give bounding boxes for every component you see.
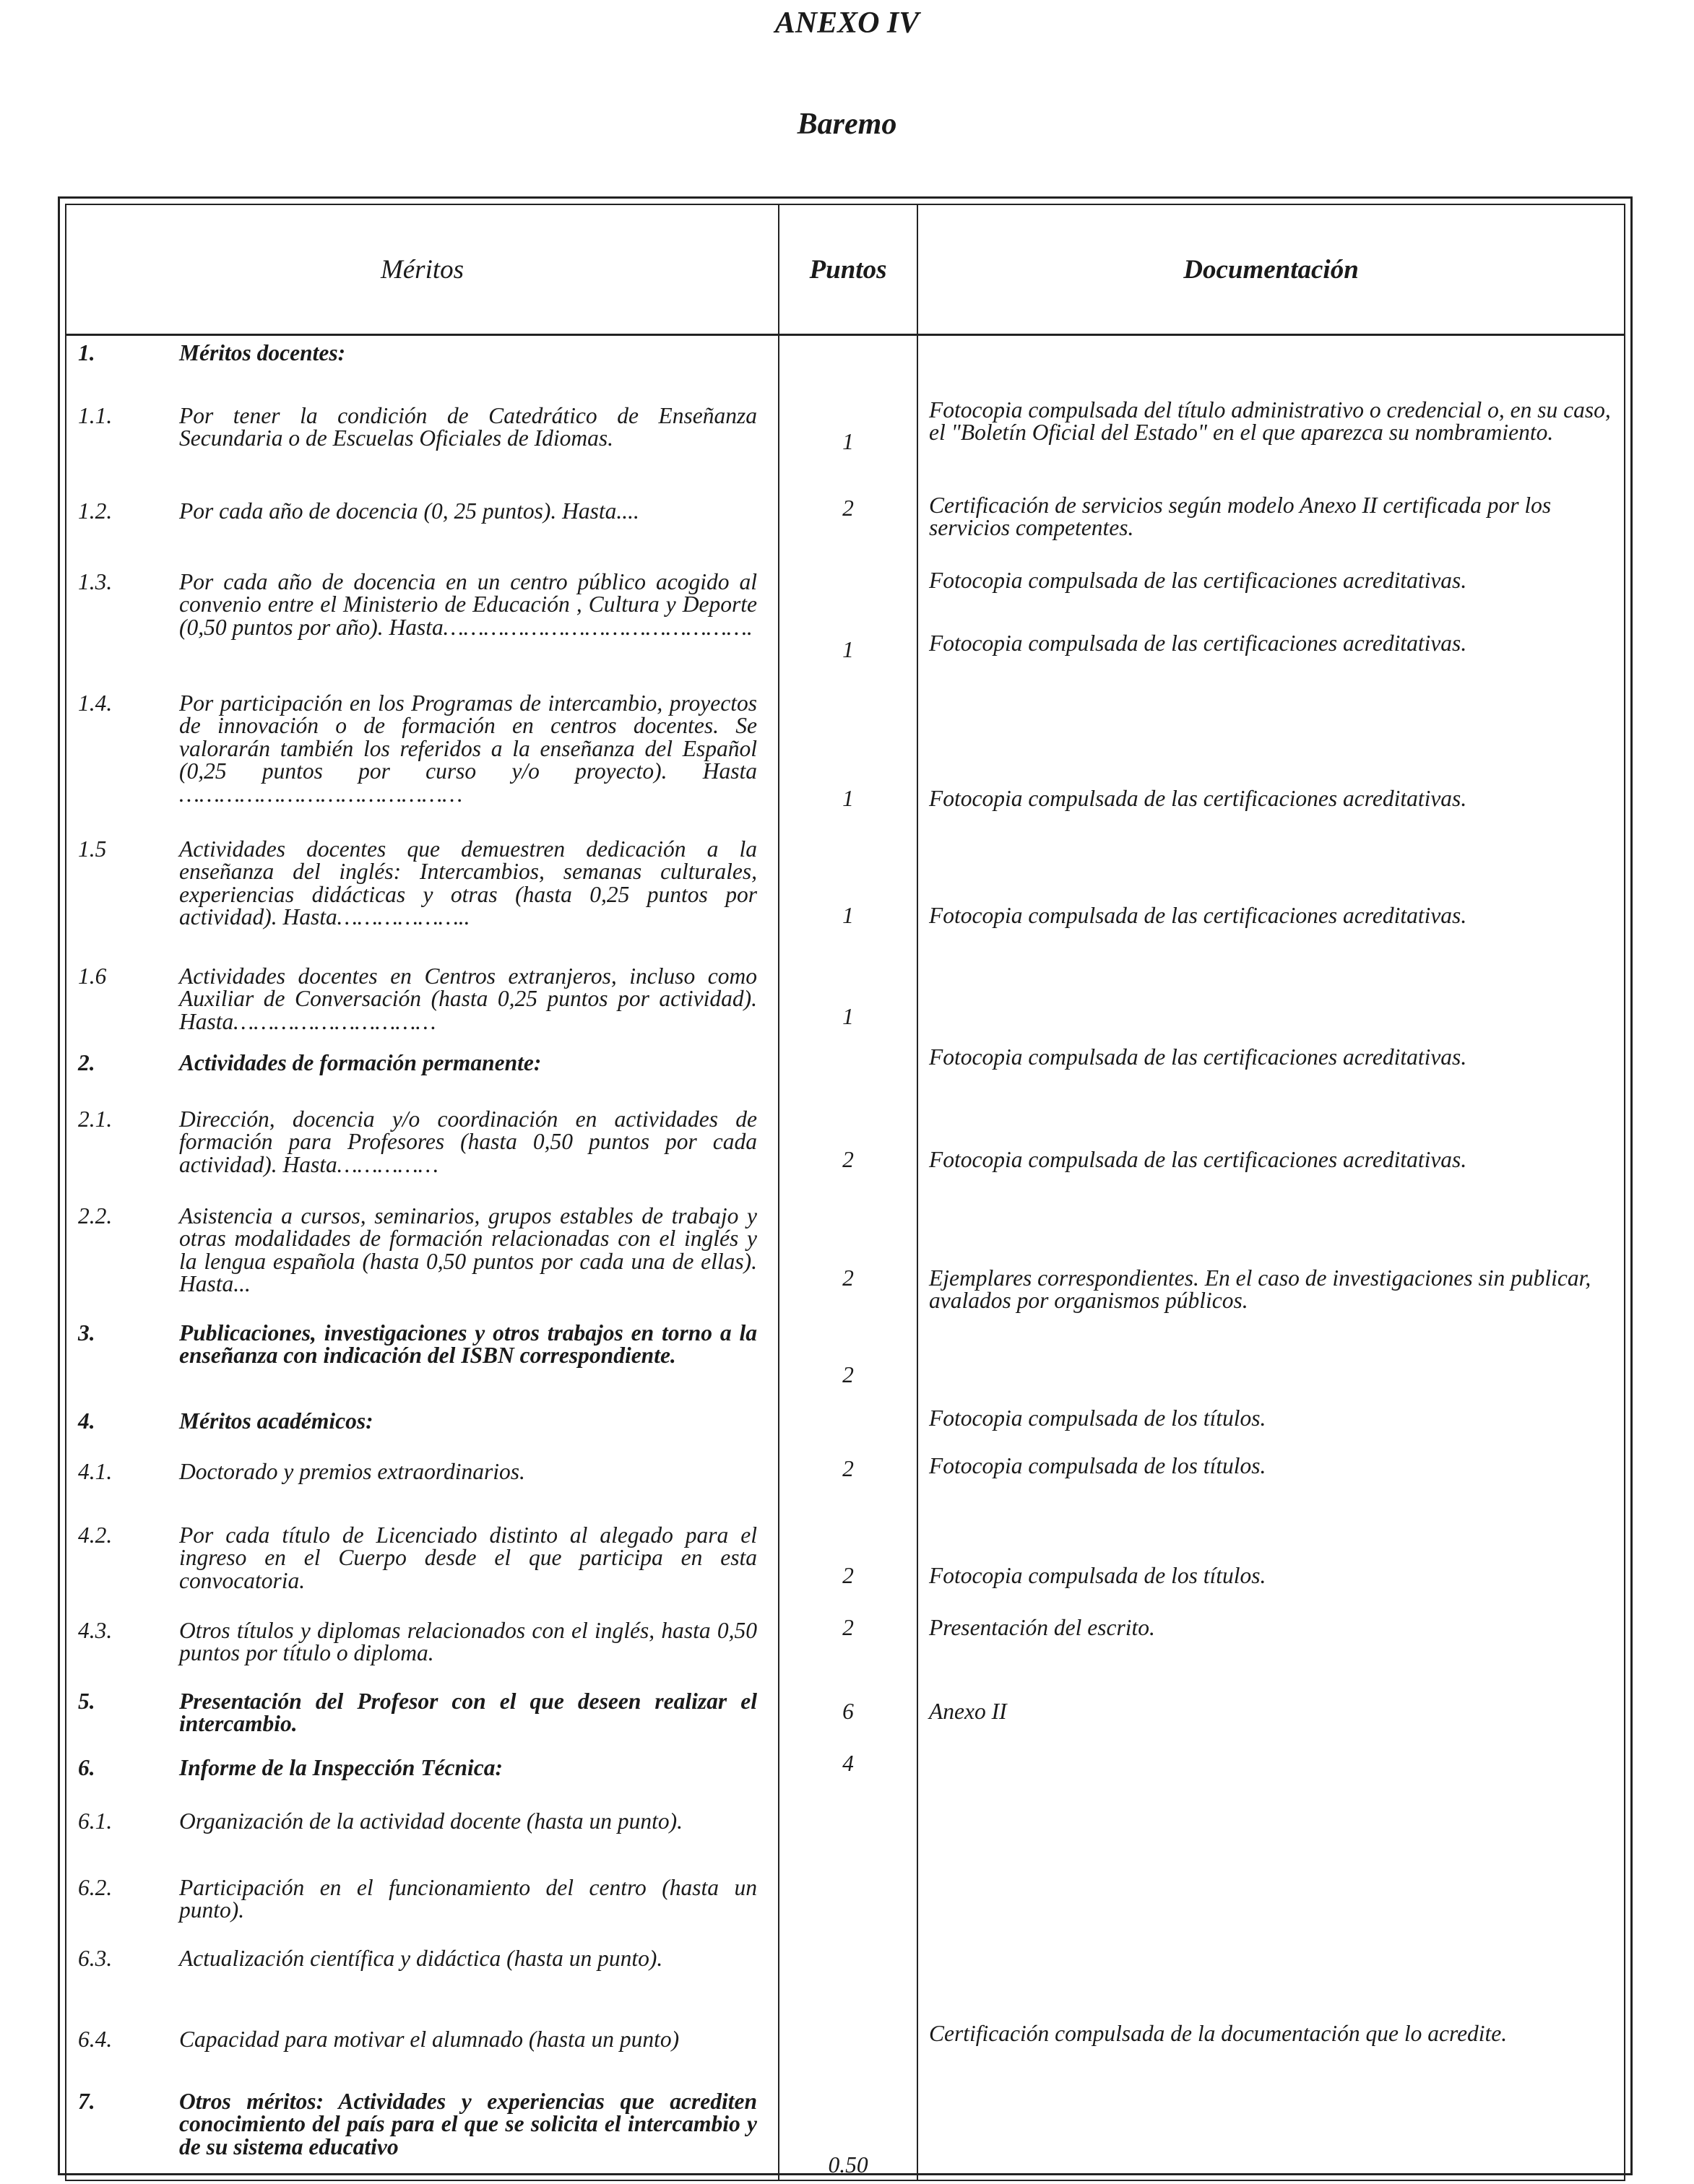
points-cell [779,1102,917,1199]
documentation-text: Fotocopia compulsada de las certificaciones acreditativas. [929,1044,1467,1070]
documentation-cell [917,1102,1625,1199]
merit-text: Por tener la condición de Catedrático de Enseñanza Secundaria o de Escuelas Oficiales de Idiomas. [179,402,757,451]
documentation-text: Fotocopia compulsada de las certificaciones acreditativas. [929,630,1467,656]
merit-number: 1.5 [78,836,107,862]
points-value: 1 [842,428,854,454]
merit-text: Actividades docentes que demuestren dedicación a la enseñanza del inglés: Intercambios, semanas culturales, experiencias didácticas y otras (hasta 0,25 puntos por actividad). Hasta……………….. [179,836,757,930]
merit-text: Presentación del Profesor con el que deseen realizar el intercambio. [179,1688,757,1736]
merit-cell [66,565,779,686]
merit-number: 7. [78,2088,95,2114]
merit-text: Actividades docentes en Centros extranjeros, incluso como Auxiliar de Conversación (hasta 0,25 puntos por actividad). Hasta………………………… [179,963,757,1034]
documentation-cell [917,1316,1625,1404]
merit-number: 4.3. [78,1617,113,1643]
documentation-cell [917,565,1625,686]
merit-number: 6. [78,1754,95,1780]
table-row [66,1684,1625,1751]
merit-text: Organización de la actividad docente (hasta un punto). [179,1808,683,1834]
table-row [66,1102,1625,1199]
merit-number: 6.3. [78,1945,113,1971]
merit-number: 4.1. [78,1458,113,1484]
points-cell [779,1518,917,1613]
table-row [66,1199,1625,1316]
points-cell [779,1751,917,1804]
baremo-table-frame [58,196,1633,2178]
header-documentacion: Documentación [917,204,1625,335]
points-value: 6 [842,1698,854,1724]
merit-number: 5. [78,1688,95,1714]
merit-cell [66,686,779,832]
documentation-text: Fotocopia compulsada de los títulos. [929,1452,1266,1478]
merit-number: 2.2. [78,1202,113,1228]
documentation-cell [917,1613,1625,1684]
merit-number: 2. [78,1049,95,1075]
merit-number: 4.2. [78,1522,113,1548]
merit-text: Actualización científica y didáctica (hasta un punto). [179,1945,663,1971]
documentation-text: Fotocopia compulsada de las certificaciones acreditativas. [929,1146,1467,1172]
points-cell [779,1804,917,1871]
table-row [66,2022,1625,2084]
documentation-text: Presentación del escrito. [929,1614,1155,1640]
merit-text: Por cada año de docencia en un centro público acogido al convenio entre el Ministerio de Educación , Cultura y Deporte (0,50 puntos por año). Hasta………………………………………. [179,568,757,640]
table-row [66,1046,1625,1102]
merit-text: Participación en el funcionamiento del centro (hasta un punto). [179,1874,757,1923]
table-row [66,1804,1625,1871]
table-row [66,1613,1625,1684]
merit-cell [66,959,779,1046]
documentation-cell [917,1871,1625,1941]
table-row [66,959,1625,1046]
points-cell [779,959,917,1046]
documentation-cell [917,686,1625,832]
merit-text: Méritos docentes: [179,340,346,365]
documentation-text: Ejemplares correspondientes. En el caso de investigaciones sin publicar, avalados por organismos públicos. [929,1265,1591,1313]
table-row [66,1316,1625,1404]
merit-cell [66,1316,779,1404]
merit-text: Doctorado y premios extraordinarios. [179,1458,525,1484]
merit-number: 1.4. [78,690,113,716]
points-cell [779,1871,917,1941]
points-value: 1 [842,902,854,928]
merit-cell [66,1871,779,1941]
points-value: 2 [842,1361,854,1387]
documentation-text: Certificación de servicios según modelo Anexo II certificada por los servicios competentes. [929,492,1552,540]
points-cell [779,1613,917,1684]
documentation-cell [917,1199,1625,1316]
merit-text: Capacidad para motivar el alumnado (hasta un punto) [179,2026,680,2052]
merit-cell [66,1046,779,1102]
table-row [66,1941,1625,2022]
table-row [66,1518,1625,1613]
merit-cell [66,1199,779,1316]
merit-number: 2.1. [78,1106,113,1132]
points-cell [779,832,917,959]
merit-number: 1.1. [78,402,113,428]
table-row [66,335,1625,399]
documentation-text: Anexo II [929,1698,1007,1724]
points-cell [779,1455,917,1518]
merit-text: Otros méritos: Actividades y experiencias que acrediten conocimiento del país para el que se solicita el intercambio y de su sistema educativo [179,2088,757,2159]
table-row [66,832,1625,959]
table-row [66,1871,1625,1941]
points-cell [779,2084,917,2180]
merit-cell [66,1404,779,1455]
annex-title: ANEXO IV [774,6,920,40]
merit-cell [66,832,779,959]
points-value: 1 [842,785,854,811]
table-row [66,494,1625,565]
merit-text: Informe de la Inspección Técnica: [179,1754,503,1780]
merit-cell [66,1613,779,1684]
merit-text: Publicaciones, investigaciones y otros trabajos en torno a la enseñanza con indicación del ISBN correspondiente. [179,1320,757,1368]
documentation-text: Certificación compulsada de la documentación que lo acredite. [929,2020,1508,2046]
documentation-cell [917,1518,1625,1613]
merit-number: 1.3. [78,568,113,594]
merit-number: 6.1. [78,1808,113,1834]
merit-number: 1.2. [78,498,113,524]
points-value: 2 [842,495,854,521]
merit-number: 6.4. [78,2026,113,2052]
points-cell [779,1316,917,1404]
points-value: 2 [842,1265,854,1291]
documentation-cell [917,1452,1625,1518]
merit-text: Méritos académicos: [179,1408,373,1434]
documentation-cell [917,2022,1625,2084]
merit-cell [66,399,779,494]
documentation-cell [917,1751,1625,1804]
documentation-cell [917,1941,1625,2022]
documentation-text: Fotocopia compulsada de los títulos. [929,1405,1266,1431]
documentation-cell [917,1046,1625,1102]
table-row [66,2084,1625,2180]
documentation-cell [917,396,1625,494]
merit-cell [66,1751,779,1804]
points-value: 2 [842,1614,854,1640]
merit-cell [66,1455,779,1518]
merit-cell [66,335,779,399]
points-value: 2 [842,1455,854,1481]
merit-number: 6.2. [78,1874,113,1900]
points-value: 2 [842,1562,854,1588]
documentation-cell [917,1404,1625,1455]
merit-text: Por cada año de docencia (0, 25 puntos). Hasta.... [179,498,639,524]
table-row [66,686,1625,832]
merit-cell [66,1684,779,1751]
header-meritos: Méritos [66,204,779,335]
documentation-cell [917,1804,1625,1871]
merit-cell [66,2022,779,2084]
merit-cell [66,1941,779,2022]
points-cell [779,1046,917,1102]
merit-text: Asistencia a cursos, seminarios, grupos estables de trabajo y otras modalidades de formación relacionadas con el inglés y la lengua española (hasta 0,50 puntos por cada una de ellas). Hasta... [179,1202,757,1296]
table-row [66,399,1625,494]
points-value: 1 [842,1003,854,1029]
documentation-cell [917,1684,1625,1751]
merit-number: 1. [78,340,95,365]
points-cell [779,1199,917,1316]
table-row [66,1404,1625,1455]
points-cell [779,2022,917,2084]
documentation-text: Fotocopia compulsada del título administrativo o credencial o, en su caso, el "Boletín Oficial del Estado" en el que aparezca su nombramiento. [929,396,1611,445]
header-puntos: Puntos [779,204,917,335]
merit-cell [66,1518,779,1613]
merit-cell [66,494,779,565]
documentation-cell [917,959,1625,1046]
table-row [66,565,1625,686]
documentation-text: Fotocopia compulsada de las certificaciones acreditativas. [929,785,1467,811]
merit-cell [66,2084,779,2180]
points-cell [779,494,917,565]
documentation-cell [917,832,1625,959]
table-row [66,1455,1625,1518]
points-cell [779,1404,917,1455]
points-cell [779,399,917,494]
points-value: 2 [842,1146,854,1172]
points-value: 1 [842,636,854,662]
points-cell [779,686,917,832]
merit-number: 4. [78,1408,95,1434]
points-cell [779,1684,917,1751]
points-cell [779,565,917,686]
table-header [66,204,1625,335]
documentation-cell [917,494,1625,565]
baremo-table [65,204,1625,2181]
documentation-cell [917,335,1625,399]
merit-cell [66,1102,779,1199]
documentation-text: Fotocopia compulsada de las certificaciones acreditativas. [929,567,1467,593]
merit-number: 3. [78,1320,95,1346]
points-value: 4 [842,1750,854,1776]
points-cell [779,1941,917,2022]
table-row [66,1751,1625,1804]
merit-number: 1.6 [78,963,107,989]
documentation-text: Fotocopia compulsada de las certificaciones acreditativas. [929,902,1467,928]
merit-text: Por cada título de Licenciado distinto al alegado para el ingreso en el Cuerpo desde el que participa en esta convocatoria. [179,1522,757,1593]
merit-text: Actividades de formación permanente: [179,1049,542,1075]
document-title: Baremo [797,108,897,141]
points-value: 0.50 [828,2152,868,2178]
documentation-text: Fotocopia compulsada de los títulos. [929,1562,1266,1588]
merit-cell [66,1804,779,1871]
merit-text: Por participación en los Programas de intercambio, proyectos de innovación o de formación en centros docentes. Se valorarán también los referidos a la enseñanza del Español (0,25 puntos por curso y/o proyecto). Hasta …………………………………… [179,690,757,807]
merit-text: Otros títulos y diplomas relacionados con el inglés, hasta 0,50 puntos por título o diploma. [179,1617,757,1665]
merit-text: Dirección, docencia y/o coordinación en actividades de formación para Profesores (hasta 0,50 puntos por cada actividad). Hasta…………… [179,1106,757,1177]
points-cell [779,335,917,399]
documentation-cell [917,2084,1625,2180]
